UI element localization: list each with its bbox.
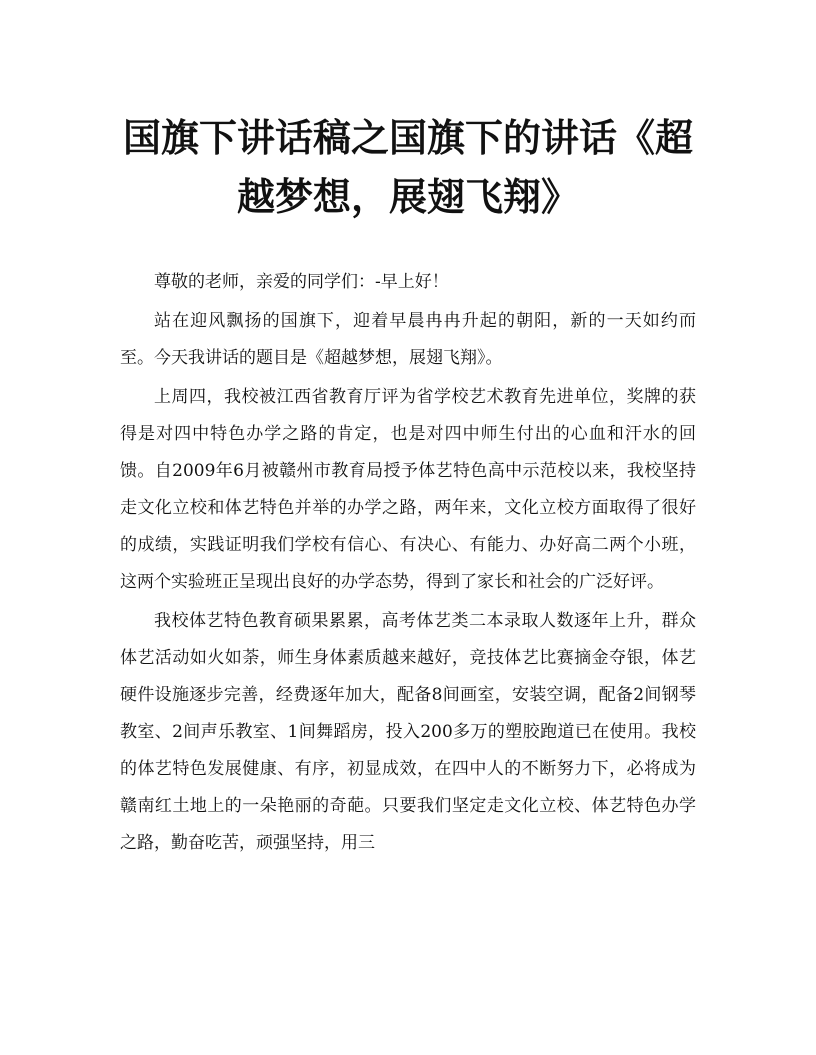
document-title: 国旗下讲话稿之国旗下的讲话《超越梦想，展翅飞翔》 (122, 115, 693, 219)
paragraph-award: 上周四，我校被江西省教育厅评为省学校艺术教育先进单位，奖牌的获得是对四中特色办学之路的肯定，也是对四中师生付出的心血和汗水的回馈。自2009年6月被赣州市教育局授予体艺特色高中示范校以来，我校坚持走文化立校和体艺特色并举的办学之路，两年来，文化立校方面取得了很好的成绩，实践证明我们学校有信心、有决心、有能力、办好高二两个小班，这两个实验班正呈现出良好的办学态势，得到了家长和社会的广泛好评。 (120, 387, 696, 592)
paragraph-greeting: 尊敬的老师，亲爱的同学们：-早上好！ (154, 272, 449, 292)
document-body (120, 264, 696, 862)
paragraph-intro: 站在迎风飘扬的国旗下，迎着早晨冉冉升起的朝阳，新的一天如约而至。今天我讲话的题目是《超越梦想，展翅飞翔》。 (120, 311, 696, 368)
paragraph-achievements: 我校体艺特色教育硕果累累，高考体艺类二本录取人数逐年上升，群众体艺活动如火如荼，师生身体素质越来越好，竞技体艺比赛摘金夺银，体艺硬件设施逐步完善，经费逐年加大，配备8间画室，安装空调，配备2间钢琴教室、2间声乐教室、1间舞蹈房，投入200多万的塑胶跑道已在使用。我校的体艺特色发展健康、有序，初显成效，在四中人的不断努力下，必将成为赣南红土地上的一朵艳丽的奇葩。只要我们坚定走文化立校、体艺特色办学之路，勤奋吃苦，顽强坚持，用三 (120, 611, 696, 853)
